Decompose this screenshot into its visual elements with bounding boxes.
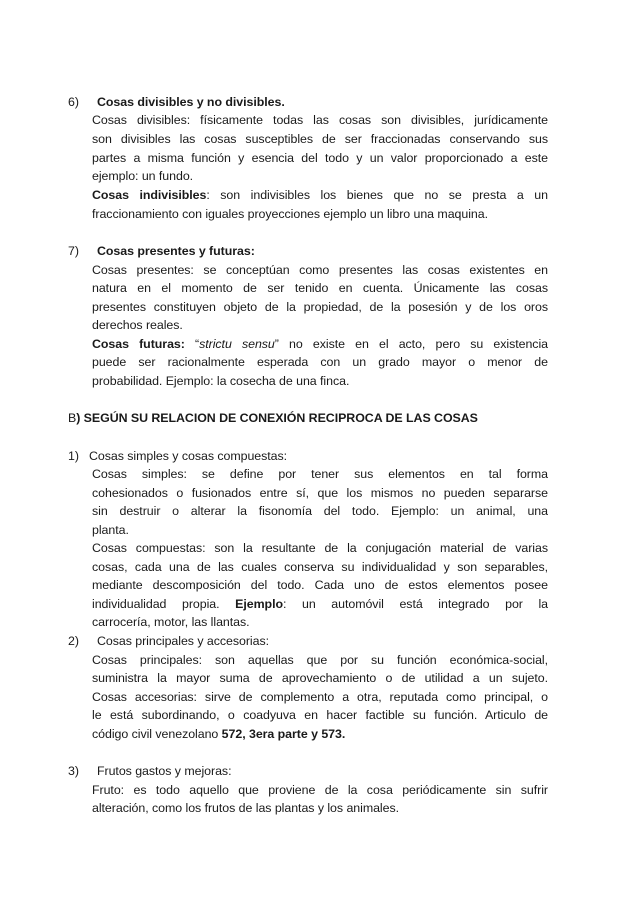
paragraph-line <box>92 187 548 203</box>
item-number-6: 6) <box>68 95 80 109</box>
section-letter: B <box>68 411 77 425</box>
paragraph-line: suministra la mayor suma de aprovechamiento o de utilidad a un sujeto. <box>92 671 548 685</box>
text-run: : un automóvil está integrado por la <box>283 597 548 611</box>
paragraph-line: le está subordinando, o coadyuva en hacer factible su función. Articulo de <box>92 708 548 722</box>
quote-open: “ <box>184 337 200 351</box>
paragraph-line: son divisibles las cosas susceptibles de ser fraccionadas conservando sus <box>92 132 548 146</box>
paragraph-line: Cosas principales: son aquellas que por su función económica-social, <box>92 653 548 667</box>
paragraph-line: Cosas divisibles: físicamente todas las cosas son divisibles, jurídicamente <box>92 113 548 127</box>
paragraph-line: Fruto: es todo aquello que proviene de la cosa periódicamente sin sufrir <box>92 783 548 797</box>
paragraph-line: mediante descomposición del todo. Cada uno de estos elementos posee <box>92 578 548 592</box>
article-numbers: 572, 3era parte y 573. <box>221 727 346 741</box>
term-cosas-indivisibles: Cosas indivisibles <box>92 188 207 202</box>
paragraph-line: natura en el momento de ser tenido en cuenta. Únicamente las cosas <box>92 281 548 295</box>
latin-term: strictu sensu <box>199 337 275 351</box>
paragraph-line: probabilidad. Ejemplo: la cosecha de una finca. <box>92 374 350 388</box>
paragraph-line: Cosas accesorias: sirve de complemento a otra, reputada como principal, o <box>92 690 548 704</box>
text-run: código civil venezolano <box>92 727 222 741</box>
term-ejemplo: Ejemplo <box>235 597 283 611</box>
paragraph-line: cohesionados o fusionados entre sí, que los mismos no pueden separarse <box>92 486 548 500</box>
text-run: individualidad propia. <box>92 597 236 611</box>
paragraph-line <box>92 726 548 742</box>
item-number-3: 3) <box>68 764 80 778</box>
item-number-2: 2) <box>68 634 80 648</box>
paragraph-line: derechos reales. <box>92 318 183 332</box>
item-number-7: 7) <box>68 244 80 258</box>
heading-cosas-simples: Cosas simples y cosas compuestas: <box>89 449 288 463</box>
term-definition: ” no existe en el acto, pero su existencia <box>274 337 548 351</box>
paragraph-line <box>92 596 548 612</box>
term-definition: : son indivisibles los bienes que no se presta a un <box>206 188 548 202</box>
heading-cosas-presentes: Cosas presentes y futuras: <box>97 244 255 258</box>
paragraph-line: sin destruir o alterar la fisonomía del todo. Ejemplo: un animal, una <box>92 504 548 518</box>
section-title: ) SEGÚN SU RELACION DE CONEXIÓN RECIPROCA DE LAS COSAS <box>76 411 478 425</box>
paragraph-line: fraccionamiento con iguales proyecciones ejemplo un libro una maquina. <box>92 207 488 221</box>
paragraph-line: cosas, cada una de las cuales conserva su individualidad y son separables, <box>92 560 548 574</box>
paragraph-line: Cosas simples: se define por tener sus elementos en tal forma <box>92 467 548 481</box>
paragraph-line: presentes constituyen objeto de la propiedad, de la posesión y de los oros <box>92 300 548 314</box>
paragraph-line: puede ser racionalmente esperada con un grado mayor o menor de <box>92 355 548 369</box>
item-number-1: 1) <box>68 449 80 463</box>
paragraph-line: ejemplo: un fundo. <box>92 169 194 183</box>
paragraph-line: Cosas compuestas: son la resultante de la conjugación material de varias <box>92 541 548 555</box>
paragraph-line: alteración, como los frutos de las plantas y los animales. <box>92 801 400 815</box>
section-b-heading <box>68 410 478 426</box>
paragraph-line: Cosas presentes: se conceptúan como presentes las cosas existentes en <box>92 263 548 277</box>
paragraph-line: carrocería, motor, las llantas. <box>92 615 250 629</box>
heading-cosas-divisibles: Cosas divisibles y no divisibles. <box>97 95 285 109</box>
paragraph-line: partes a misma función y esencia del todo y un valor proporcionado a este <box>92 151 548 165</box>
term-cosas-futuras: Cosas futuras: <box>92 337 185 351</box>
heading-cosas-principales: Cosas principales y accesorias: <box>97 634 269 648</box>
heading-frutos: Frutos gastos y mejoras: <box>97 764 232 778</box>
paragraph-line: planta. <box>92 523 129 537</box>
paragraph-line <box>92 336 548 352</box>
